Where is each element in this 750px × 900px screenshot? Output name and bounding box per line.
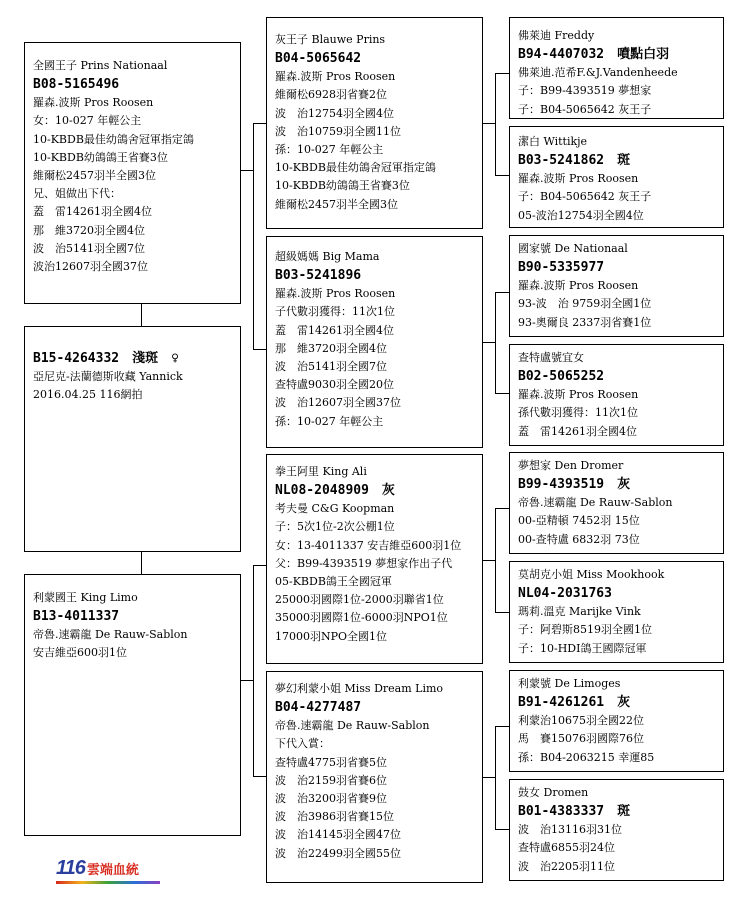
detail-line: 10-KBDB最佳幼鴿舍冠軍指定鴿 bbox=[33, 132, 194, 146]
ring-number: B94-4407032 噴點白羽 bbox=[518, 47, 670, 63]
detail-line: 維爾松2457羽半全國3位 bbox=[33, 169, 156, 183]
detail-line: 考夫曼 C&G Koopman bbox=[275, 502, 395, 516]
ring-number: B90-5335977 bbox=[518, 260, 605, 276]
connector-line bbox=[141, 552, 142, 574]
pigeon-name: 夢幻利蒙小姐 Miss Dream Limo bbox=[275, 682, 444, 695]
detail-line: 父：B99-4393519 夢想家作出子代 bbox=[275, 556, 453, 570]
pedigree-box-sire-sire bbox=[266, 17, 483, 229]
detail-line: 93-波 治 9759羽全國1位 bbox=[518, 297, 652, 311]
detail-line: 05-KBDB鴿王全國冠軍 bbox=[275, 575, 392, 589]
detail-line: 波 治2205羽11位 bbox=[518, 859, 615, 873]
detail-line: 羅森.波斯 Pros Roosen bbox=[518, 279, 639, 293]
site-logo bbox=[56, 857, 160, 884]
detail-line: 10-KBDB幼鴿鴿王省賽3位 bbox=[33, 150, 168, 164]
pedigree-box-dds bbox=[509, 670, 724, 772]
connector-line bbox=[253, 349, 266, 350]
detail-line: 女：13-4011337 安吉維亞600羽1位 bbox=[275, 538, 462, 552]
ring-number: B03-5241896 bbox=[275, 268, 362, 284]
detail-line: 那 維3720羽全國4位 bbox=[33, 223, 145, 237]
detail-line: 波 治3200羽省賽9位 bbox=[275, 792, 387, 806]
connector-line bbox=[253, 123, 254, 350]
pigeon-name: 拳王阿里 King Ali bbox=[275, 465, 367, 478]
detail-line: 利蒙治10675羽全國22位 bbox=[518, 714, 644, 728]
detail-line: 安吉維亞600羽1位 bbox=[33, 646, 127, 660]
detail-line: 蓋 雷14261羽全國4位 bbox=[275, 323, 394, 337]
connector-line bbox=[495, 829, 509, 830]
ring-number: B02-5065252 bbox=[518, 369, 605, 385]
pigeon-name: 潔白 Wittikje bbox=[518, 135, 588, 148]
detail-line: 那 維3720羽全國4位 bbox=[275, 341, 387, 355]
detail-line: 子：B99-4393519 夢想家 bbox=[518, 84, 652, 98]
connector-line bbox=[253, 776, 266, 777]
pigeon-name: 利蒙國王 King Limo bbox=[33, 591, 138, 604]
pedigree-box-sdd bbox=[509, 344, 724, 446]
connector-line bbox=[495, 508, 496, 613]
detail-line: 維爾松6928羽省賽2位 bbox=[275, 88, 387, 102]
pedigree-box-ssd bbox=[509, 126, 724, 228]
detail-line: 波 治12607羽全國37位 bbox=[275, 396, 401, 410]
pedigree-box-sds bbox=[509, 235, 724, 337]
pedigree-box-dam-dam bbox=[266, 671, 483, 883]
detail-line: 子：B04-5065642 灰王子 bbox=[518, 102, 652, 116]
pigeon-name: 國家號 De Nationaal bbox=[518, 242, 628, 255]
detail-line: 佛萊迪.范希F.&J.Vandenheede bbox=[518, 66, 678, 80]
connector-line bbox=[495, 175, 509, 176]
connector-line bbox=[495, 73, 496, 176]
pigeon-name: 佛萊迪 Freddy bbox=[518, 29, 595, 42]
detail-line: 下代入賞： bbox=[275, 737, 330, 751]
connector-line bbox=[495, 612, 509, 613]
detail-line: 帝魯.速霸龍 De Rauw-Sablon bbox=[33, 628, 188, 642]
ring-number: B91-4261261 灰 bbox=[518, 695, 631, 711]
detail-line: 維爾松2457羽半全國3位 bbox=[275, 197, 398, 211]
ring-number: B13-4011337 bbox=[33, 609, 120, 625]
detail-line: 35000羽國際1位-6000羽NPO1位 bbox=[275, 611, 448, 625]
detail-line: 孫：10-027 年輕公主 bbox=[275, 414, 384, 428]
detail-line: 波 治10759羽全國11位 bbox=[275, 124, 401, 138]
logo-number: 116 bbox=[56, 857, 85, 879]
detail-line: 波 治3986羽省賽15位 bbox=[275, 810, 394, 824]
ring-number: B03-5241862 斑 bbox=[518, 153, 631, 169]
detail-line: 波治12607羽全國37位 bbox=[33, 260, 148, 274]
detail-line: 子：阿碧斯8519羽全國1位 bbox=[518, 623, 652, 637]
ring-number: B01-4383337 斑 bbox=[518, 804, 631, 820]
pedigree-box-dss bbox=[509, 452, 724, 554]
detail-line: 波 治13116羽31位 bbox=[518, 823, 622, 837]
detail-line: 05-波治12754羽全國4位 bbox=[518, 208, 644, 222]
detail-line: 羅森.波斯 Pros Roosen bbox=[33, 96, 154, 110]
detail-line: 子：B04-5065642 灰王子 bbox=[518, 190, 652, 204]
detail-line: 00-查特盧 6832羽 73位 bbox=[518, 532, 640, 546]
pigeon-name: 超級媽媽 Big Mama bbox=[275, 250, 380, 263]
detail-line: 羅森.波斯 Pros Roosen bbox=[518, 388, 639, 402]
connector-line bbox=[495, 73, 509, 74]
pigeon-name: 全國王子 Prins Nationaal bbox=[33, 59, 168, 72]
pigeon-name: 利蒙號 De Limoges bbox=[518, 677, 621, 690]
connector-line bbox=[253, 123, 266, 124]
detail-line: 帝魯.速霸龍 De Rauw-Sablon bbox=[518, 496, 673, 510]
connector-line bbox=[141, 304, 142, 326]
detail-line: 羅森.波斯 Pros Roosen bbox=[518, 172, 639, 186]
logo-underline bbox=[56, 881, 160, 884]
detail-line: 孫：B04-2063215 幸運85 bbox=[518, 750, 655, 764]
detail-line: 馬 賽15076羽國際76位 bbox=[518, 732, 644, 746]
connector-line bbox=[495, 508, 509, 509]
connector-line bbox=[495, 726, 496, 830]
detail-line: 蓋 雷14261羽全國4位 bbox=[518, 424, 637, 438]
detail-line: 子：10-HDI鴿王國際冠軍 bbox=[518, 641, 647, 655]
pigeon-name: 夢想家 Den Dromer bbox=[518, 459, 624, 472]
detail-line: 查特盧9030羽全國20位 bbox=[275, 378, 394, 392]
connector-line bbox=[253, 565, 254, 777]
ring-number: NL08-2048909 灰 bbox=[275, 483, 395, 499]
detail-line: 子代數羽獲得：11次1位 bbox=[275, 305, 395, 319]
detail-line: 10-KBDB最佳幼鴿舍冠軍指定鴿 bbox=[275, 161, 436, 175]
connector-line bbox=[495, 393, 509, 394]
ring-number: B99-4393519 灰 bbox=[518, 477, 631, 493]
detail-line: 兄、姐做出下代： bbox=[33, 187, 121, 201]
connector-line bbox=[253, 565, 266, 566]
pedigree-box-subject bbox=[24, 326, 241, 552]
detail-line: 波 治12754羽全國4位 bbox=[275, 106, 394, 120]
detail-line: 子：5次1位-2次公棚1位 bbox=[275, 520, 395, 534]
detail-line: 波 治5141羽全國7位 bbox=[33, 241, 145, 255]
detail-line: 蓋 雷14261羽全國4位 bbox=[33, 205, 152, 219]
detail-line: 波 治2159羽省賽6位 bbox=[275, 773, 387, 787]
detail-line: 波 治22499羽全國55位 bbox=[275, 846, 401, 860]
detail-line: 羅森.波斯 Pros Roosen bbox=[275, 287, 396, 301]
detail-line: 17000羽NPO全國1位 bbox=[275, 629, 388, 643]
detail-line: 羅森.波斯 Pros Roosen bbox=[275, 70, 396, 84]
logo-text: 雲端血統 bbox=[86, 862, 139, 877]
detail-line: 2016.04.25 116網拍 bbox=[33, 388, 143, 402]
pedigree-box-dsd bbox=[509, 561, 724, 663]
connector-line bbox=[495, 292, 509, 293]
detail-line: 10-KBDB幼鴿鴿王省賽3位 bbox=[275, 179, 410, 193]
detail-line: 瑪莉.溫克 Marijke Vink bbox=[518, 605, 641, 619]
pedigree-box-ddd bbox=[509, 779, 724, 881]
connector-line bbox=[495, 726, 509, 727]
pedigree-box-dam-sire bbox=[266, 454, 483, 664]
detail-line: 女：10-027 年輕公主 bbox=[33, 114, 142, 128]
detail-line: 帝魯.速霸龍 De Rauw-Sablon bbox=[275, 719, 430, 733]
ring-number: B08-5165496 bbox=[33, 77, 120, 93]
ring-number: NL04-2031763 bbox=[518, 586, 612, 602]
pigeon-name: 鼓女 Dromen bbox=[518, 786, 589, 799]
pedigree-box-sire bbox=[24, 42, 241, 304]
detail-line: 亞尼克-法蘭德斯收藏 Yannick bbox=[33, 370, 183, 383]
detail-line: 查特盧6855羽24位 bbox=[518, 841, 615, 855]
detail-line: 00-亞精頓 7452羽 15位 bbox=[518, 514, 640, 528]
detail-line: 93-奧爾良 2337羽省賽1位 bbox=[518, 315, 652, 329]
ring-number: B15-4264332 淺斑 ♀ bbox=[33, 351, 179, 366]
detail-line: 25000羽國際1位-2000羽聯省1位 bbox=[275, 593, 444, 607]
pigeon-name: 查特盧號宜女 bbox=[518, 351, 584, 364]
ring-number: B04-5065642 bbox=[275, 51, 362, 67]
pedigree-box-dam bbox=[24, 574, 241, 836]
connector-line bbox=[495, 292, 496, 394]
pigeon-name: 灰王子 Blauwe Prins bbox=[275, 33, 386, 46]
ring-number: B04-4277487 bbox=[275, 700, 362, 716]
pedigree-box-sss bbox=[509, 17, 724, 119]
detail-line: 查特盧4775羽省賽5位 bbox=[275, 755, 387, 769]
detail-line: 波 治5141羽全國7位 bbox=[275, 360, 387, 374]
detail-line: 波 治14145羽全國47位 bbox=[275, 828, 401, 842]
pigeon-name: 莫胡克小姐 Miss Mookhook bbox=[518, 568, 665, 581]
detail-line: 孫：10-027 年輕公主 bbox=[275, 143, 384, 157]
pedigree-box-sire-dam bbox=[266, 236, 483, 448]
detail-line: 孫代數羽獲得：11次1位 bbox=[518, 406, 638, 420]
